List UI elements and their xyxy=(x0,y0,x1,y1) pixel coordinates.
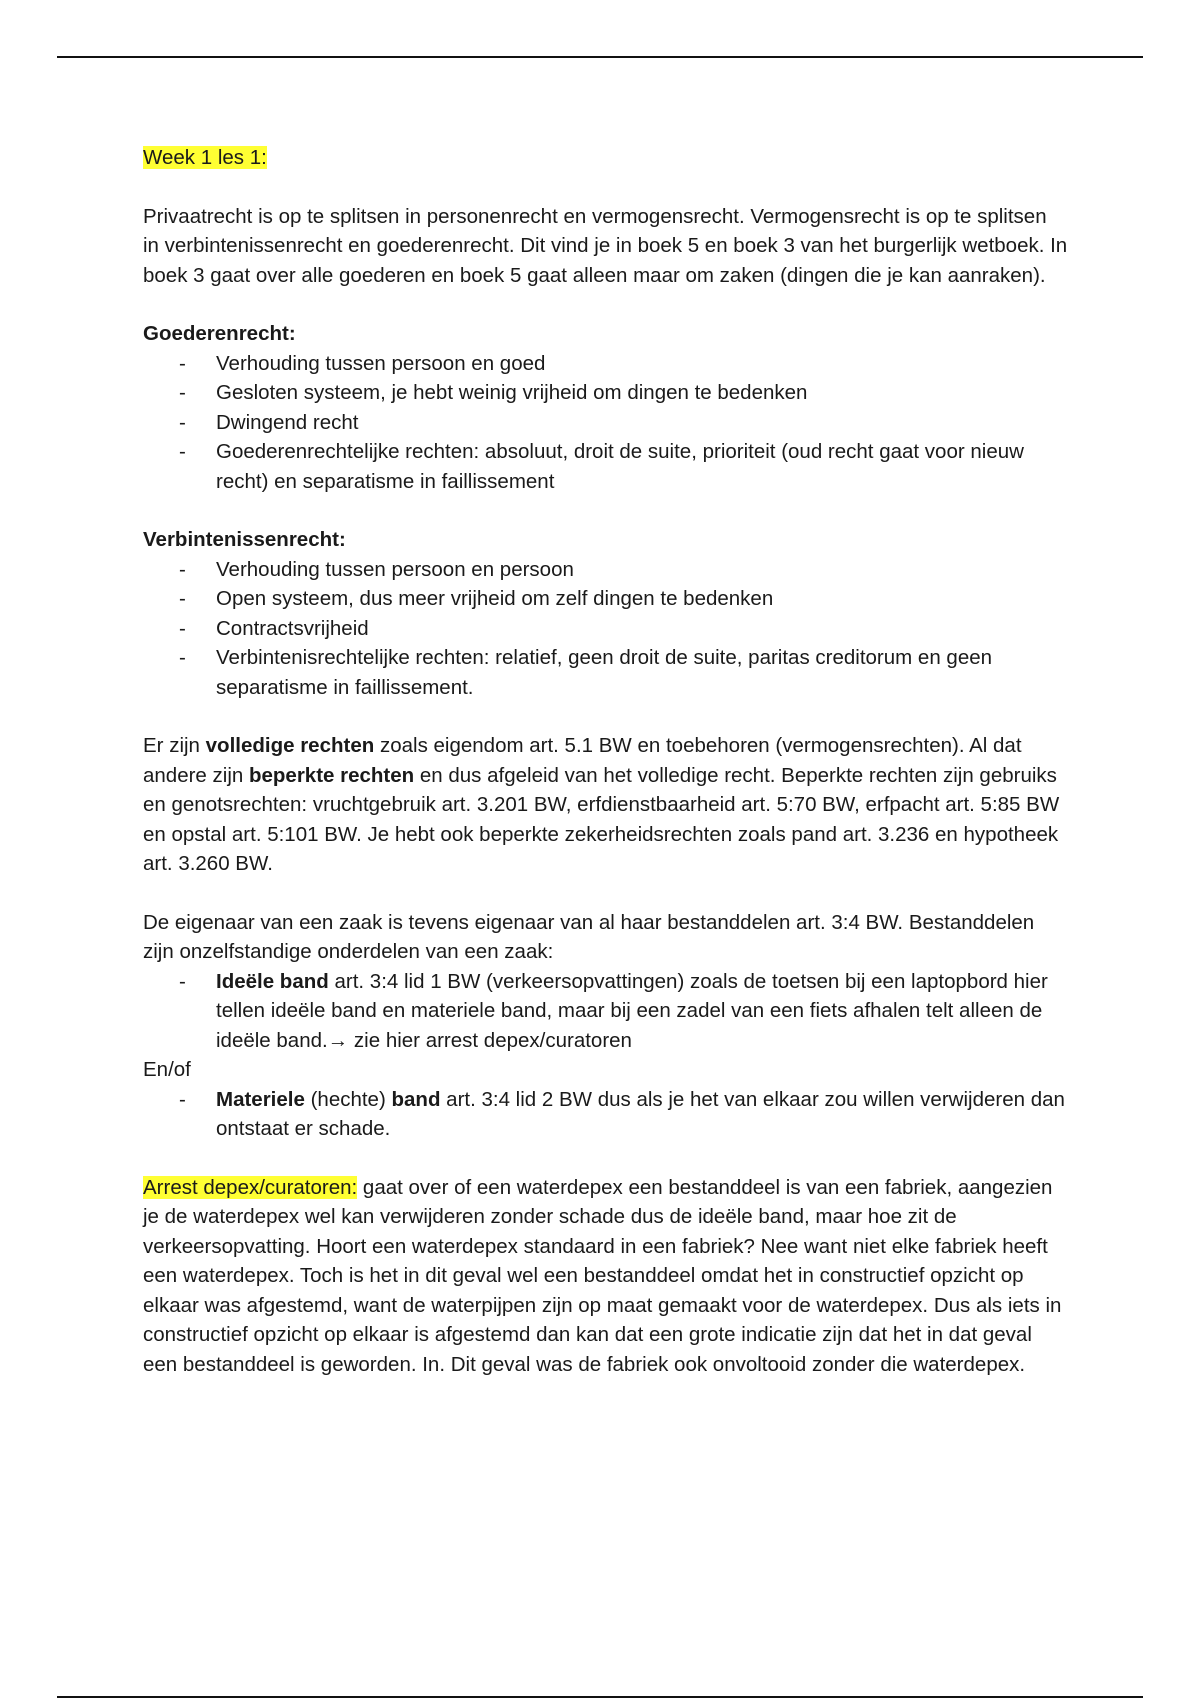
bold-term: volledige rechten xyxy=(205,734,375,757)
list-item: - Dwingend recht xyxy=(143,408,1068,438)
list-item: - Verhouding tussen persoon en persoon xyxy=(143,555,1068,585)
title-highlight: Week 1 les 1: xyxy=(143,146,267,169)
list-item: - Contractsvrijheid xyxy=(143,614,1068,644)
arrest-paragraph xyxy=(143,1173,1068,1380)
text-run: (hechte) xyxy=(304,1087,392,1111)
text-run: zoals eigendom art. 5.1 BW en toebehoren (vermogensrechten). Al dat andere zijn xyxy=(143,734,1022,787)
rechten-paragraph xyxy=(143,731,1068,879)
verbintenissenrecht-heading xyxy=(143,525,1068,555)
text-run: en dus afgeleid van het volledige recht. Beperkte rechten zijn gebruiks en genotsrechten: vruchtgebruik art. 3.201 BW, erfdienstbaarheid art. 5:70 BW, erfpacht art. 5:85 BW en opstal art. 5:101 BW. Je hebt ook beperkte zekerheidsrechten zoals pand art. 3.236 en hypotheek art. 3.260 BW. xyxy=(143,763,1060,875)
goederenrecht-heading xyxy=(143,319,1068,349)
list-item: - Open systeem, dus meer vrijheid om zelf dingen te bedenken xyxy=(143,584,1068,614)
verbintenissenrecht-list xyxy=(143,555,1068,703)
text-run: gaat over of een waterdepex een bestanddeel is van een fabriek, aangezien je de waterdepex wel kan verwijderen zonder schade dus de ideële band, maar hoe zit de verkeersopvatting. Hoort een waterdepex standaard in een fabriek? Nee want niet elke fabriek heeft een waterdepex. Toch is het in dit geval wel een bestanddeel omdat het in constructief opzicht op elkaar was afgestemd, want de waterpijpen zijn op maat gemaakt voor de waterdepex. Dus als iets in constructief opzicht op elkaar is afgestemd dan kan dat een grote indicatie zijn dat het in dat geval een bestanddeel is geworden. In. Dit geval was de fabriek ook onvoltooid zonder die waterdepex. xyxy=(143,1175,1062,1376)
bold-term: Ideële band xyxy=(216,969,329,993)
list-item: - Verbintenisrechtelijke rechten: relatief, geen droit de suite, paritas creditorum en geen separatisme in faillissement. xyxy=(143,643,1068,702)
text-run: zie hier arrest depex/curatoren xyxy=(348,1028,632,1052)
bestanddelen-list-1 xyxy=(143,967,1068,1056)
footer-rule xyxy=(57,1696,1143,1698)
bestanddelen-intro: De eigenaar van een zaak is tevens eigenaar van al haar bestanddelen art. 3:4 BW. Bestanddelen zijn onzelfstandige onderdelen van een zaak: xyxy=(143,910,1035,963)
text-run: Er zijn xyxy=(143,734,206,757)
connector-text: En/of xyxy=(143,1058,191,1081)
list-item xyxy=(143,967,1068,1056)
bold-term: beperkte rechten xyxy=(248,763,415,787)
goederenrecht-heading-text: Goederenrecht: xyxy=(143,322,296,345)
intro-paragraph: Privaatrecht is op te splitsen in personenrecht en vermogensrecht. Vermogensrecht is op te splitsen in verbintenissenrecht en goederenrecht. Dit vind je in boek 5 en boek 3 van het burgerlijk wetboek. In boek 3 gaat over alle goederen en boek 5 gaat alleen maar om zaken (dingen die je kan aanraken). xyxy=(143,204,1068,287)
list-item: - Gesloten systeem, je hebt weinig vrijheid om dingen te bedenken xyxy=(143,378,1068,408)
bold-term: band xyxy=(391,1087,441,1111)
list-item xyxy=(143,1085,1068,1144)
header-rule xyxy=(57,56,1143,58)
bold-term: Materiele xyxy=(216,1087,305,1111)
text-run: art. 3:4 lid 2 BW dus als je het van elkaar zou willen verwijderen dan ontstaat er schade. xyxy=(216,1087,1065,1140)
arrest-label-highlight: Arrest depex/curatoren: xyxy=(143,1175,358,1199)
document-body xyxy=(143,143,1068,1379)
page-title xyxy=(143,143,1068,173)
list-item: - Verhouding tussen persoon en goed xyxy=(143,349,1068,379)
text-run: art. 3:4 lid 1 BW (verkeersopvattingen) zoals de toetsen bij een laptopbord hier tellen ideële band en materiele band, maar bij een zadel van een fiets afhalen telt alleen de ideële band. xyxy=(216,969,1048,1052)
verbintenissenrecht-heading-text: Verbintenissenrecht: xyxy=(143,528,346,551)
list-item: - Goederenrechtelijke rechten: absoluut, droit de suite, prioriteit (oud recht gaat voor nieuw recht) en separatisme in faillissement xyxy=(143,437,1068,496)
bestanddelen-list-2 xyxy=(143,1085,1068,1144)
goederenrecht-list xyxy=(143,349,1068,497)
arrow-right-icon: → xyxy=(327,1028,349,1052)
